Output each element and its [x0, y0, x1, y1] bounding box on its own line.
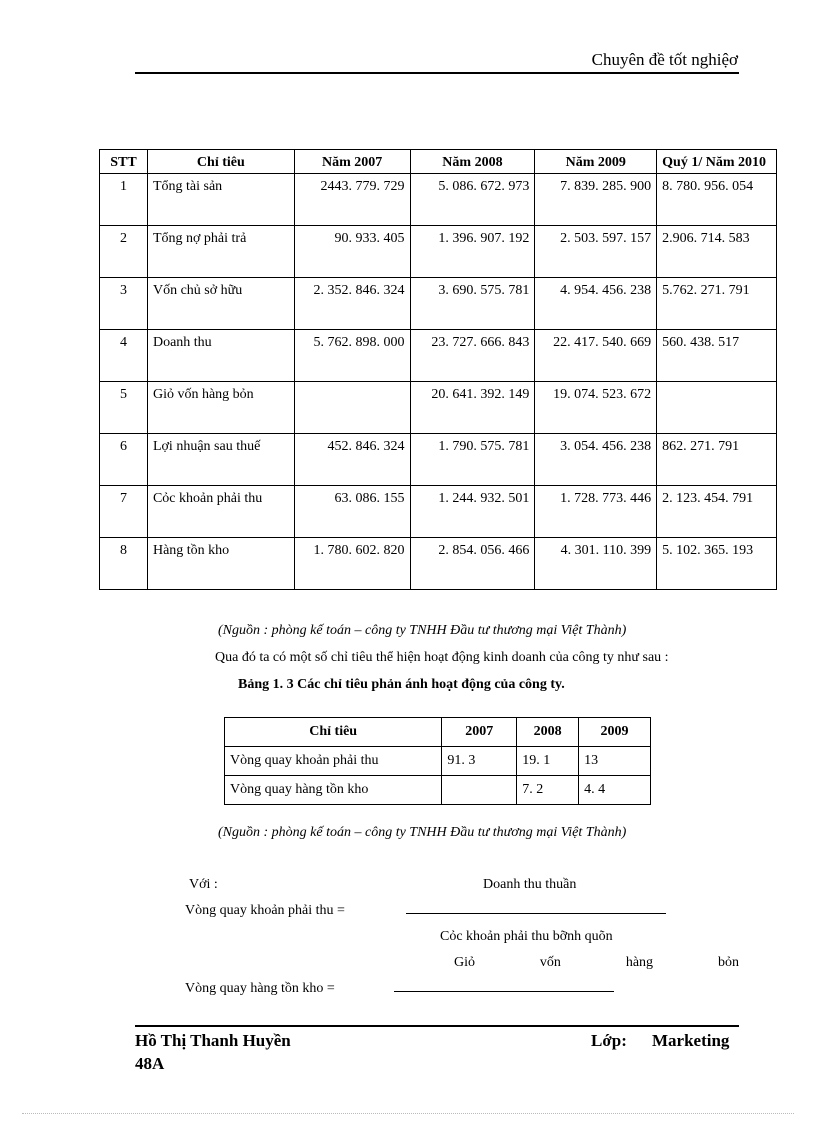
with-label: Với :: [189, 877, 218, 892]
column-header: 2009: [579, 718, 651, 747]
table-cell: Vốn chủ sở hữu: [147, 278, 294, 330]
table-cell: 7. 839. 285. 900: [535, 174, 657, 226]
table-cell: Vòng quay khoản phải thu: [225, 747, 442, 776]
table-cell: 22. 417. 540. 669: [535, 330, 657, 382]
table-cell: 8: [100, 538, 148, 590]
formula-1-denominator: Cỏc khoản phải thu bỡnh quõn: [440, 929, 613, 944]
table-header-row: [100, 150, 777, 174]
table-cell: 4. 954. 456. 238: [535, 278, 657, 330]
financial-indicators-table: [99, 149, 777, 590]
footer-author: Hồ Thị Thanh Huyền: [135, 1031, 291, 1050]
page-edge: [22, 1113, 794, 1114]
table-cell: 862. 271. 791: [657, 434, 777, 486]
activity-ratio-table: [224, 717, 651, 805]
table-cell: 2443. 779. 729: [294, 174, 410, 226]
table-cell: 90. 933. 405: [294, 226, 410, 278]
column-header: 2007: [442, 718, 517, 747]
table-cell: 5. 762. 898. 000: [294, 330, 410, 382]
table-cell: [657, 382, 777, 434]
column-header: 2008: [517, 718, 579, 747]
footer-class-name: Marketing: [652, 1031, 730, 1050]
table-cell: 2: [100, 226, 148, 278]
table-cell: 7. 2: [517, 776, 579, 805]
column-header: Quý 1/ Năm 2010: [657, 150, 777, 174]
table-cell: Hàng tồn kho: [147, 538, 294, 590]
table-cell: 1. 396. 907. 192: [410, 226, 535, 278]
table-cell: 2. 123. 454. 791: [657, 486, 777, 538]
table-cell: 560. 438. 517: [657, 330, 777, 382]
table-row: [100, 486, 777, 538]
formula-2-word: vốn: [539, 955, 561, 970]
header-divider: [135, 72, 739, 74]
table-row: [100, 278, 777, 330]
table-cell: 13: [579, 747, 651, 776]
table-cell: Cỏc khoản phải thu: [147, 486, 294, 538]
table-row: [100, 174, 777, 226]
column-header: STT: [100, 150, 148, 174]
footer-class-label: Lớp:: [591, 1031, 627, 1050]
table-cell: 63. 086. 155: [294, 486, 410, 538]
table-row: [100, 226, 777, 278]
table-cell: 2. 854. 056. 466: [410, 538, 535, 590]
table-cell: 19. 1: [517, 747, 579, 776]
table-cell: 5. 102. 365. 193: [657, 538, 777, 590]
table-cell: 3: [100, 278, 148, 330]
table-cell: 2. 352. 846. 324: [294, 278, 410, 330]
table-cell: 8. 780. 956. 054: [657, 174, 777, 226]
table-cell: 3. 690. 575. 781: [410, 278, 535, 330]
table-cell: 19. 074. 523. 672: [535, 382, 657, 434]
table-cell: 23. 727. 666. 843: [410, 330, 535, 382]
table-header-row: [225, 718, 651, 747]
table-cell: 7: [100, 486, 148, 538]
formula-2-numerator: [454, 955, 739, 971]
table-cell: Giỏ vốn hàng bỏn: [147, 382, 294, 434]
table-cell: 452. 846. 324: [294, 434, 410, 486]
intro-paragraph: Qua đó ta có một số chỉ tiêu thể hiện hoạt động kinh doanh của công ty như sau :: [215, 650, 669, 665]
table-cell: 4. 301. 110. 399: [535, 538, 657, 590]
table-cell: Vòng quay hàng tồn kho: [225, 776, 442, 805]
formula-2-fraction-line: [394, 991, 614, 992]
table-cell: 4: [100, 330, 148, 382]
table-row: [100, 382, 777, 434]
table-cell: 91. 3: [442, 747, 517, 776]
formula-1-fraction-line: [406, 913, 666, 914]
table-cell: 5.762. 271. 791: [657, 278, 777, 330]
table-cell: 2. 503. 597. 157: [535, 226, 657, 278]
table-row: [100, 434, 777, 486]
table-cell: 1. 780. 602. 820: [294, 538, 410, 590]
table-cell: 1. 244. 932. 501: [410, 486, 535, 538]
table-row: [225, 776, 651, 805]
formula-2-word: hàng: [625, 955, 654, 970]
table-cell: Lợi nhuận sau thuế: [147, 434, 294, 486]
table-cell: 1. 728. 773. 446: [535, 486, 657, 538]
table-cell: [294, 382, 410, 434]
footer-class-code: 48A: [135, 1054, 165, 1073]
formula-2-word: Giỏ: [454, 955, 475, 970]
table-cell: Doanh thu: [147, 330, 294, 382]
column-header: Năm 2008: [410, 150, 535, 174]
table-cell: 5. 086. 672. 973: [410, 174, 535, 226]
table-cell: 4. 4: [579, 776, 651, 805]
table-row: [100, 538, 777, 590]
formula-2-word: bỏn: [717, 955, 739, 970]
formula-1-numerator: Doanh thu thuần: [483, 877, 577, 892]
table-cell: 20. 641. 392. 149: [410, 382, 535, 434]
column-header: Năm 2007: [294, 150, 410, 174]
footer-divider: [135, 1025, 739, 1027]
table-row: [100, 330, 777, 382]
column-header: Chỉ tiêu: [225, 718, 442, 747]
table-caption: Bảng 1. 3 Các chỉ tiêu phản ánh hoạt động của công ty.: [238, 677, 565, 692]
table-cell: 1. 790. 575. 781: [410, 434, 535, 486]
column-header: Chỉ tiêu: [147, 150, 294, 174]
column-header: Năm 2009: [535, 150, 657, 174]
table-cell: 6: [100, 434, 148, 486]
table-cell: 1: [100, 174, 148, 226]
table-cell: [442, 776, 517, 805]
header-title: Chuyên đề tốt nghiệơ: [591, 50, 738, 69]
table-cell: Tổng tài sản: [147, 174, 294, 226]
formula-2-label: Vòng quay hàng tồn kho =: [185, 981, 335, 996]
formula-1-label: Vòng quay khoản phải thu =: [185, 903, 345, 918]
source-note: (Nguồn : phòng kế toán – công ty TNHH Đầu tư thương mại Việt Thành): [218, 825, 627, 840]
source-note: (Nguồn : phòng kế toán – công ty TNHH Đầu tư thương mại Việt Thành): [218, 623, 627, 638]
table-cell: 5: [100, 382, 148, 434]
table-cell: 2.906. 714. 583: [657, 226, 777, 278]
table-row: [225, 747, 651, 776]
table-cell: Tổng nợ phải trả: [147, 226, 294, 278]
table-cell: 3. 054. 456. 238: [535, 434, 657, 486]
